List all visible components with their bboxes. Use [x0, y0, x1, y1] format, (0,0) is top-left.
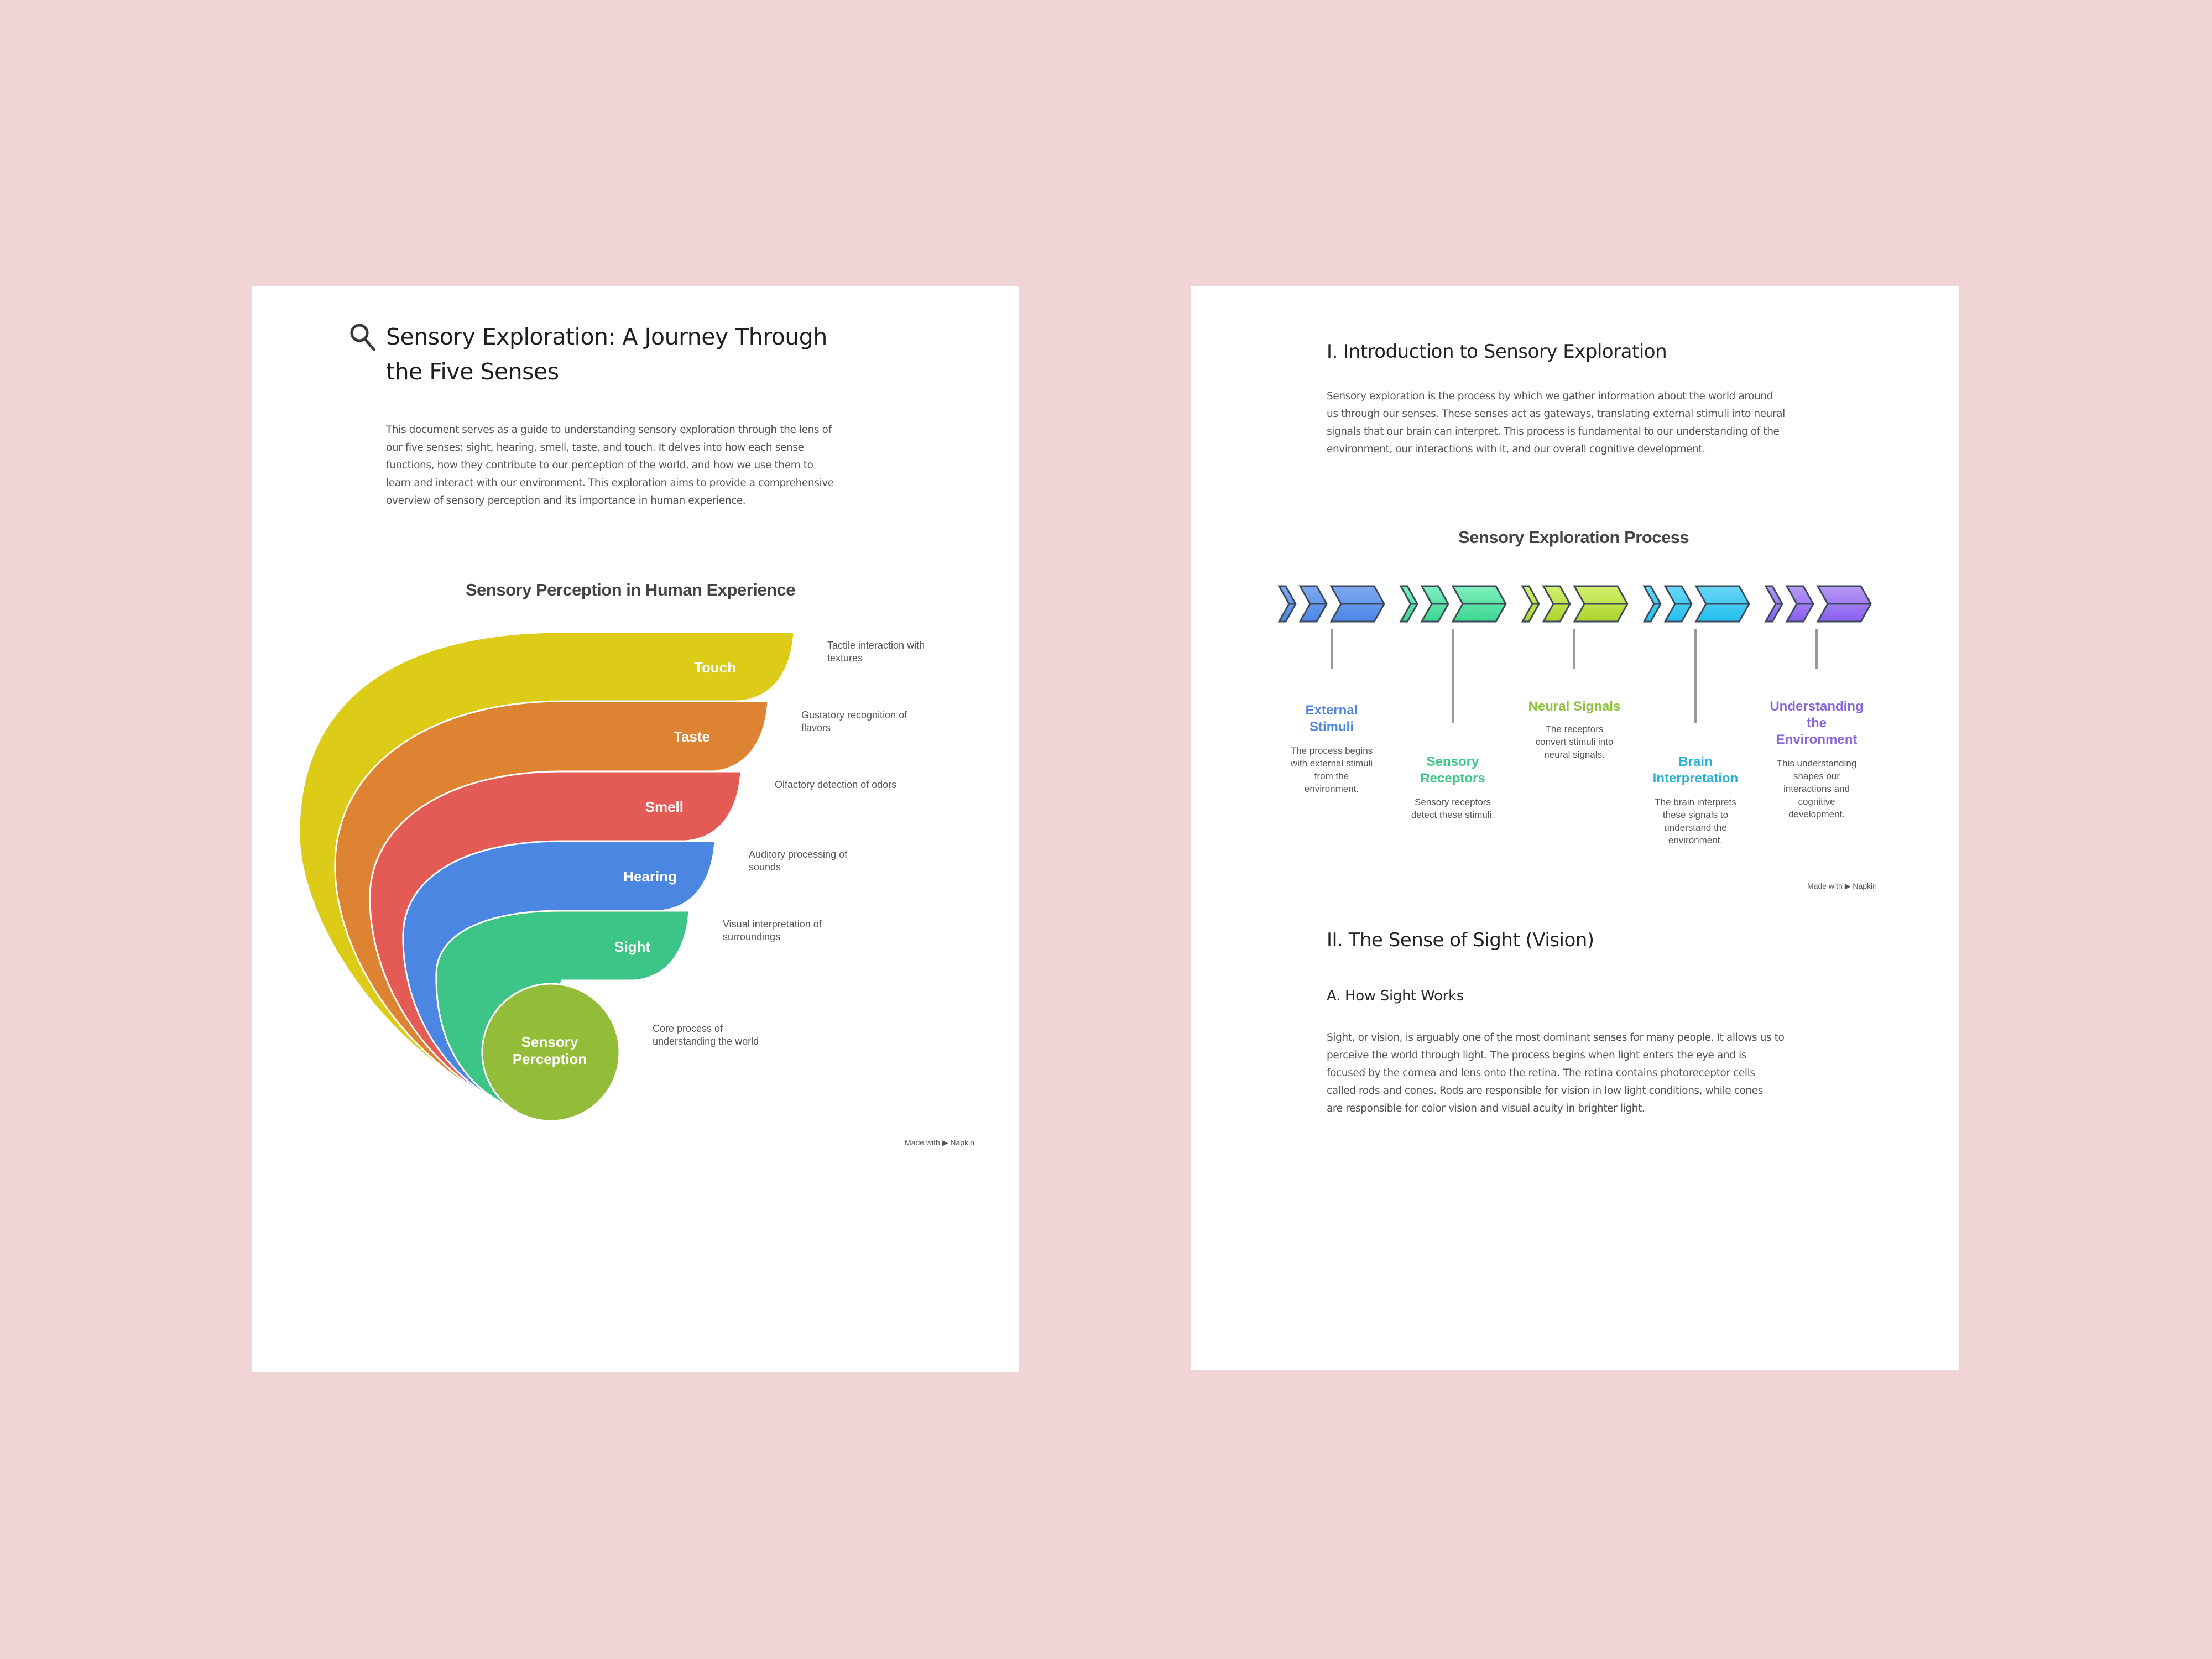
connector-line-3 — [1573, 629, 1575, 669]
how-sight-works-paragraph: Sight, or vision, is arguably one of the most dominant senses for many people. It allows us to perceive the world through light. The process begins when light enters the eye and is focused by the cornea and lens onto the retina. The retina contains photoreceptor cells called rods and cones. Rods are responsible for vision in low light conditions, while cones are responsible for color vision and visual acuity in brighter light. — [1327, 1032, 1785, 1114]
introduction-paragraph: Sensory exploration is the process by which we gather information about the world around us through our senses. These senses act as gateways, translating external stimuli into neural signals that our brain can interpret. This process is fundamental to our understanding of the environment, our interactions with it, and our overall cognitive development. — [1327, 390, 1785, 455]
process-chevrons — [1191, 286, 1959, 674]
connector-line-5 — [1815, 629, 1818, 669]
document-page-left — [252, 286, 1019, 1372]
process-step-understanding-environment: Understanding the Environment This understanding shapes our interactions and cognitive development. — [1770, 699, 1864, 820]
process-diagram-title: Sensory Exploration Process — [1458, 528, 1689, 547]
core-label-line2: Perception — [512, 1051, 587, 1067]
section-heading-sight: II. The Sense of Sight (Vision) — [1327, 929, 1594, 951]
napkin-watermark: Made with ▶ Napkin — [1807, 881, 1877, 890]
chevron-group-1 — [1279, 586, 1384, 622]
chevron-group-5 — [1766, 586, 1871, 622]
core-label-line1: Sensory — [521, 1034, 578, 1050]
process-step-sensory-receptors: Sensory Receptors Sensory receptors detect these stimuli. — [1411, 754, 1495, 820]
process-step-neural-signals: Neural Signals The receptors convert stimuli into neural signals. — [1528, 699, 1621, 760]
connector-line-4 — [1694, 629, 1697, 723]
description-taste: Gustatory recognition of flavors — [801, 709, 907, 733]
description-touch: Tactile interaction with textures — [827, 640, 925, 664]
chevron-group-2 — [1401, 586, 1506, 622]
document-title: Sensory Exploration: A Journey Through the Five Senses — [386, 324, 827, 385]
process-step-external-stimuli: External Stimuli The process begins with external stimuli from the environment. — [1290, 703, 1373, 794]
sensory-perception-diagram — [252, 286, 1019, 1372]
description-sight: Visual interpretation of surroundings — [723, 919, 822, 942]
description-core: Core process of understanding the world — [653, 1023, 759, 1047]
band-label-smell: Smell — [645, 799, 684, 815]
napkin-watermark: Made with ▶ Napkin — [905, 1138, 974, 1147]
chevron-group-4 — [1644, 586, 1749, 622]
document-page-right — [1191, 286, 1959, 1370]
band-label-sight: Sight — [614, 938, 650, 955]
subsection-heading-how-sight-works: A. How Sight Works — [1327, 988, 1464, 1004]
section-heading-introduction: I. Introduction to Sensory Exploration — [1327, 341, 1667, 363]
band-label-touch: Touch — [693, 659, 736, 676]
connector-line-1 — [1331, 629, 1333, 669]
description-hearing: Auditory processing of sounds — [749, 849, 848, 873]
intro-paragraph: This document serves as a guide to understanding sensory exploration through the lens of our five senses: sight, hearing, smell, taste, and touch. It delves into how each sense functions, how they contribute to our perception of the world, and how we use them to learn and interact with our environment. This exploration aims to provide a comprehensive overview of sensory perception and its importance in human experience. — [386, 424, 834, 507]
connector-line-2 — [1452, 629, 1454, 723]
process-step-brain-interpretation: Brain Interpretation The brain interprets these signals to understand the environment. — [1652, 754, 1739, 846]
band-label-taste: Taste — [674, 728, 710, 745]
chevron-group-3 — [1522, 586, 1627, 622]
diagram-title: Sensory Perception in Human Experience — [466, 580, 796, 599]
band-label-hearing: Hearing — [623, 868, 677, 885]
description-smell: Olfactory detection of odors — [775, 779, 897, 790]
